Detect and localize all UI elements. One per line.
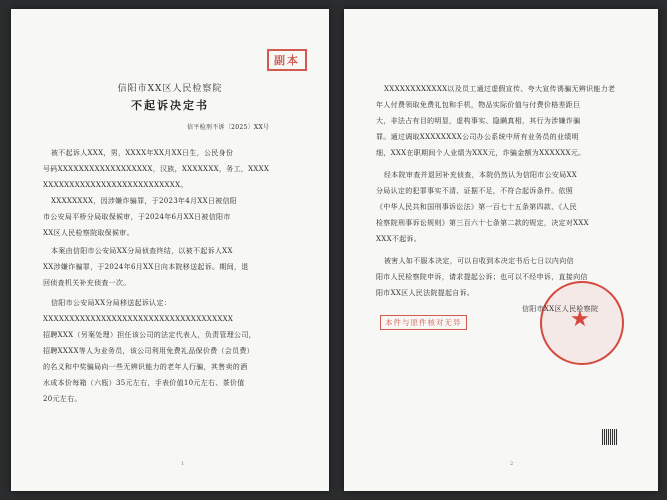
text-line: XXXXXXXX，因涉嫌诈骗罪，于2023年4月XX日被信阳 [51, 197, 238, 205]
text-line: 被不起诉人XXX，男，XXXX年XX月XX日生，公民身份 [51, 149, 234, 157]
text-line: 信阳市公安局XX分局移送起诉认定： [51, 299, 172, 307]
signature-authority: 信阳市XX区人民检察院 [522, 305, 599, 313]
text-line: XXXXXXXXXXXX以及员工通过虚假宣传、夸大宣传诱骗无辨识能力老 [384, 85, 616, 93]
text-line: 检察院刑事诉讼规则》第三百六十七条第二款的规定，决定对XXX [376, 219, 589, 227]
text-line: 细，XXX在职期间个人业绩为XXX元，诈骗金额为XXXXXX元。 [376, 149, 586, 157]
verification-stamp: 本件与原件核对无异 [380, 315, 467, 330]
text-line: 20元左右。 [43, 395, 82, 403]
text-line: 被害人如不服本决定，可以自收到本决定书后七日以内向信 [384, 257, 574, 265]
procuratorate-name: 信阳市XX区人民检察院 [117, 84, 223, 94]
qr-code-icon [602, 429, 618, 445]
text-line: 罪。通过调取XXXXXXXX公司办公系统中所有业务员的业绩明 [376, 133, 579, 141]
document-page-1 [11, 9, 329, 491]
text-line: XXXXXXXXXXXXXXXXXXXXXXXXXXXXXXXXXXXX [43, 315, 234, 323]
text-line: XX涉嫌诈骗罪，于2024年6月XX日向本院移送起诉。期间，退 [43, 263, 249, 271]
text-line: 阳市人民检察院申诉，请求提起公诉；也可以不经申诉，直接向信 [376, 273, 588, 281]
seal-star-icon: ★ [570, 307, 590, 332]
text-line: 阳市XX区人民法院提起自诉。 [376, 289, 475, 297]
copy-stamp: 副本 [267, 49, 307, 71]
document-page-2 [344, 9, 658, 491]
text-line: 本案由信阳市公安局XX分局侦查终结，以被不起诉人XX [51, 247, 233, 255]
text-line: 招聘XXX（另案处理）担任该公司的法定代表人，负责管理公司， [43, 331, 256, 339]
text-line: 大，非法占有目的明显，虚构事实、隐瞒真相，其行为涉嫌诈骗 [376, 117, 581, 125]
text-line: XXXXXXXXXXXXXXXXXXXXXXXXXX。 [43, 181, 188, 189]
text-line: 分局认定的犯罪事实不清、证据不足，不符合起诉条件。依照 [376, 187, 574, 195]
text-line: 水成本价每箱（六瓶）35元左右，手表价值10元左右、茶价值 [43, 379, 245, 387]
document-number: 信平检刑不诉〔2025〕XX号 [187, 124, 270, 131]
text-line: 号码XXXXXXXXXXXXXXXXXX，汉族，XXXXXXX，务工，XXXX [43, 165, 270, 173]
text-line: 《中华人民共和国刑事诉讼法》第一百七十五条第四款、《人民 [376, 203, 577, 211]
text-line: 市公安局平桥分局取保候审，于2024年6月XX日被信阳市 [43, 213, 231, 221]
text-line: XXX不起诉。 [376, 235, 422, 243]
text-line: 的名义和中奖骗局向一些无辨识能力的老年人行骗，其售卖的酒 [43, 363, 248, 371]
text-line: 回侦查机关补充侦查一次。 [43, 279, 131, 287]
official-seal [540, 281, 624, 365]
text-line: 经本院审查并退回补充侦查，本院仍然认为信阳市公安局XX [384, 171, 578, 179]
page-number: 2 [510, 461, 514, 467]
text-line: XX区人民检察院取保候审。 [43, 229, 134, 237]
document-title: 不起诉决定书 [131, 99, 209, 112]
text-line: 招聘XXXX等人为业务员，该公司利用免费礼品保价费（会员费） [43, 347, 254, 355]
page-number: 1 [181, 461, 185, 467]
text-line: 年人付费领取免费礼包和手机，物品实际价值与付费价格差距巨 [376, 101, 581, 109]
